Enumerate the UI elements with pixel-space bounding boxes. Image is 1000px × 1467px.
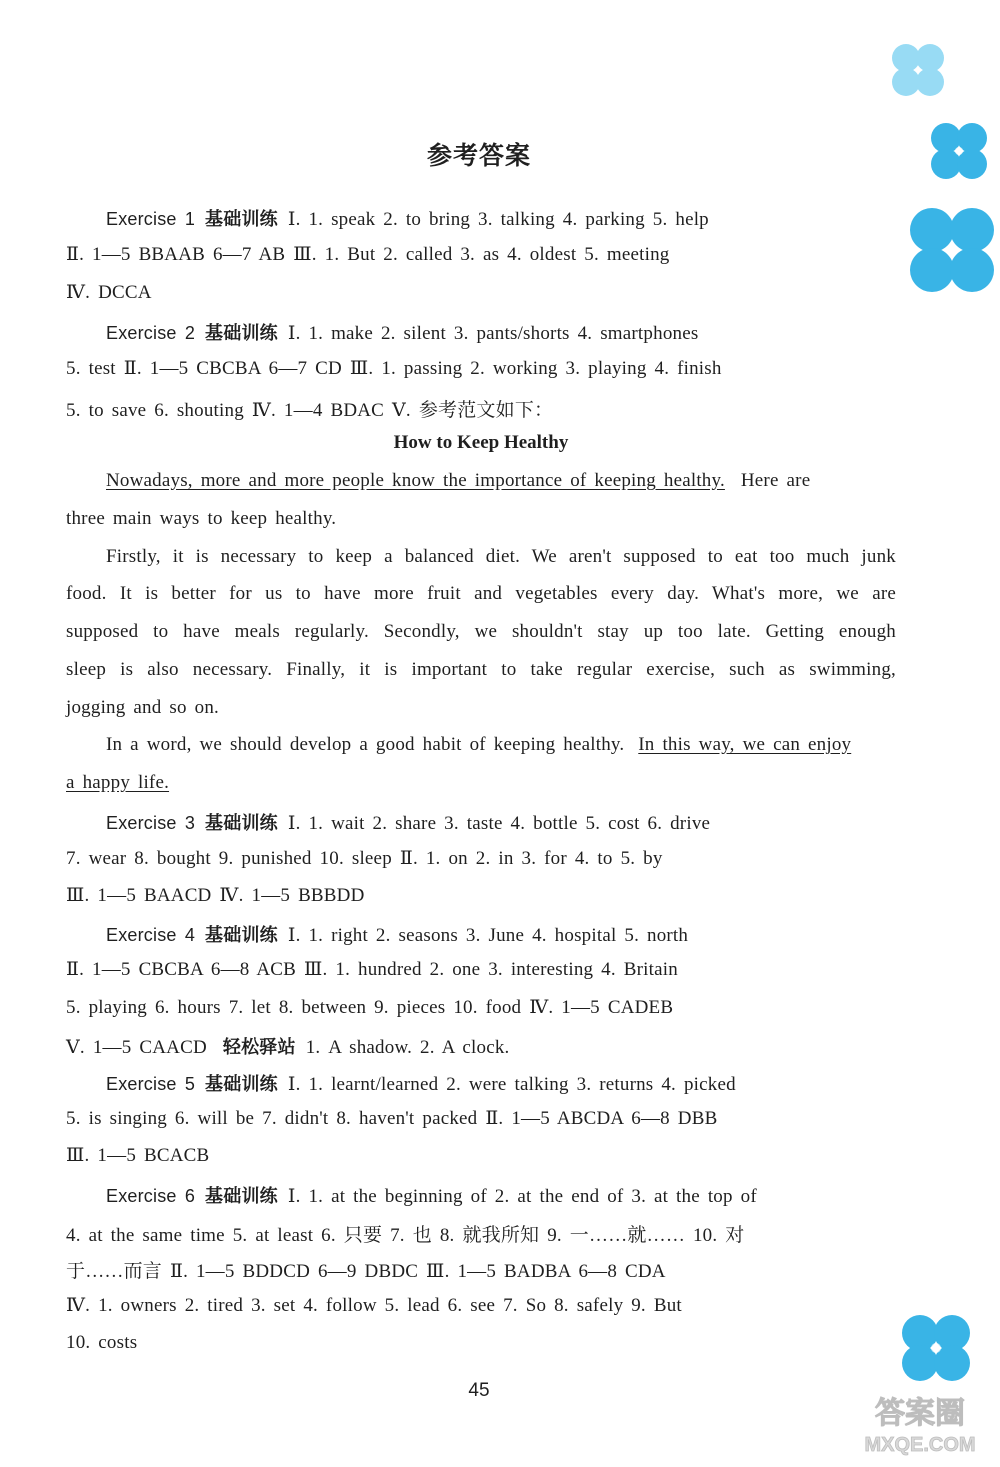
answer-text: 5. test Ⅱ. 1—5 CBCBA 6—7 CD Ⅲ. 1. passing 2. working 3. playing 4. finish [66, 358, 722, 379]
answer-text: 4. at the same time 5. at least 6. 只要 7. 也 8. 就我所知 9. 一……就…… 10. 对 [66, 1225, 745, 1246]
section-label: 基础训练 [205, 813, 278, 834]
answer-line [66, 847, 896, 870]
answer-text: 5. playing 6. hours 7. let 8. between 9. pieces 10. food Ⅳ. 1—5 CADEB [66, 997, 674, 1018]
answer-text: 5. to save 6. shouting Ⅳ. 1—4 BDAC Ⅴ. 参考范文如下： [66, 400, 554, 421]
answer-text: Ⅰ. 1. make 2. silent 3. pants/shorts 4. smartphones [287, 323, 699, 344]
answer-line [66, 1220, 896, 1247]
answer-line [66, 996, 896, 1019]
answer-line [66, 357, 896, 380]
exercise-label: Exercise 5 [106, 1074, 196, 1094]
answer-line [66, 395, 896, 422]
answer-text: 10. costs [66, 1332, 138, 1353]
page-number: 45 [468, 1380, 490, 1401]
exercise-label: Exercise 1 [106, 209, 196, 229]
essay-line [66, 772, 896, 794]
answer-text: Ⅱ. 1—5 BBAAB 6—7 AB Ⅲ. 1. But 2. called 3. as 4. oldest 5. meeting [66, 244, 670, 265]
answer-line [66, 1144, 896, 1167]
watermark-logo [850, 1389, 990, 1459]
answer-text: 7. wear 8. bought 9. punished 10. sleep Ⅱ. 1. on 2. in 3. for 4. to 5. by [66, 848, 663, 869]
exercise-label: Exercise 4 [106, 925, 196, 945]
essay-line: jogging and so on. [66, 697, 219, 718]
essay-line: supposed to have meals regularly. Secondly, we shouldn't stay up too late. Getting enough [66, 621, 896, 642]
answer-line [66, 884, 896, 907]
answer-line [66, 243, 896, 266]
exercise-label: Exercise 3 [106, 813, 196, 833]
exercise-heading-line [106, 1070, 896, 1096]
answer-line [66, 958, 896, 981]
essay-line [106, 734, 896, 756]
answer-text: Ⅳ. 1. owners 2. tired 3. set 4. follow 5. lead 6. see 7. So 8. safely 9. But [66, 1295, 682, 1316]
exercise-label: Exercise 2 [106, 323, 196, 343]
essay-underlined-sentence: a happy life. [66, 772, 170, 793]
answer-text: Ⅱ. 1—5 CBCBA 6—8 ACB Ⅲ. 1. hundred 2. one 3. interesting 4. Britain [66, 959, 678, 980]
watermark-text-top: 答案圈 [875, 1396, 965, 1431]
essay-line: sleep is also necessary. Finally, it is important to take regular exercise, such as swimming, [66, 659, 896, 680]
exercise-heading-line [106, 319, 896, 345]
answer-line [66, 1256, 896, 1283]
answer-text: Ⅰ. 1. at the beginning of 2. at the end of 3. at the top of [287, 1186, 757, 1207]
essay-text: In a word, we should develop a good habit of keeping healthy. [106, 734, 625, 755]
exercise-label: Exercise 6 [106, 1186, 196, 1206]
answer-line [66, 1332, 896, 1354]
exercise-heading-line [106, 809, 896, 835]
section-label: 基础训练 [205, 209, 278, 230]
section-label: 基础训练 [205, 925, 278, 946]
answer-line [66, 1033, 896, 1059]
exercise-heading-line [106, 205, 896, 231]
essay-text: Here are [740, 470, 811, 491]
section-label: 基础训练 [205, 1186, 278, 1207]
answer-line [66, 1294, 896, 1317]
page-title: 参考答案 [426, 141, 531, 170]
answer-text: Ⅲ. 1—5 BAACD Ⅳ. 1—5 BBBDD [66, 885, 365, 906]
answer-text: Ⅰ. 1. learnt/learned 2. were talking 3. returns 4. picked [287, 1074, 736, 1095]
section-label: 基础训练 [205, 323, 278, 344]
essay-line [106, 470, 896, 492]
section-label: 轻松驿站 [222, 1037, 296, 1058]
answer-line [66, 1107, 896, 1130]
answer-text: 于……而言 Ⅱ. 1—5 BDDCD 6—9 DBDC Ⅲ. 1—5 BADBA 6—8 CDA [66, 1261, 666, 1282]
answer-text: 5. is singing 6. will be 7. didn't 8. haven't packed Ⅱ. 1—5 ABCDA 6—8 DBB [66, 1108, 718, 1129]
answer-text: Ⅰ. 1. speak 2. to bring 3. talking 4. parking 5. help [287, 209, 709, 230]
essay-line: Firstly, it is necessary to keep a balanced diet. We aren't supposed to eat too much junk [106, 546, 896, 567]
essay-line: three main ways to keep healthy. [66, 508, 337, 529]
answer-text: Ⅴ. 1—5 CAACD [66, 1037, 207, 1058]
essay-underlined-sentence: In this way, we can enjoy [638, 734, 852, 755]
answer-text: Ⅲ. 1—5 BCACB [66, 1145, 210, 1166]
section-label: 基础训练 [205, 1074, 278, 1095]
exercise-heading-line [106, 921, 896, 947]
answer-text: Ⅰ. 1. wait 2. share 3. taste 4. bottle 5. cost 6. drive [287, 813, 711, 834]
answer-text: Ⅰ. 1. right 2. seasons 3. June 4. hospital 5. north [287, 925, 689, 946]
answer-text: Ⅳ. DCCA [66, 282, 152, 303]
watermark-text-bottom: MXQE.COM [864, 1434, 976, 1456]
essay-underlined-sentence: Nowadays, more and more people know the importance of keeping healthy. [106, 470, 725, 491]
essay-line: food. It is better for us to have more fruit and vegetables every day. What's more, we are [66, 583, 896, 604]
essay-heading: How to Keep Healthy [393, 432, 569, 453]
answer-text: 1. A shadow. 2. A clock. [305, 1037, 510, 1058]
answer-line [66, 281, 896, 304]
exercise-heading-line [106, 1182, 896, 1208]
